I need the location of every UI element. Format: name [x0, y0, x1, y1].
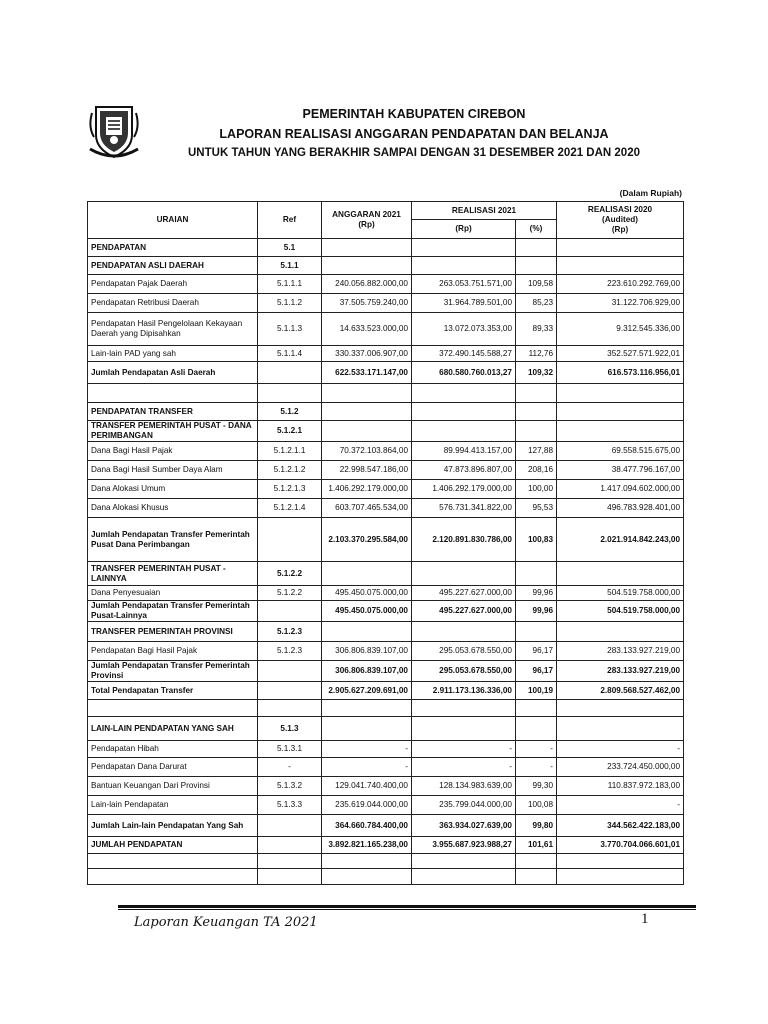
cell-anggaran	[322, 384, 412, 403]
cell-realisasi-pct	[516, 869, 557, 885]
cell-realisasi-pct	[516, 384, 557, 403]
cell-realisasi-2020: 223.610.292.769,00	[557, 275, 684, 294]
report-heading-title: LAPORAN REALISASI ANGGARAN PENDAPATAN DAN BELANJA	[219, 127, 609, 141]
cell-realisasi-2020: 1.417.094.602.000,00	[557, 480, 684, 499]
cell-realisasi-2021: 128.134.983.639,00	[412, 777, 516, 796]
cell-ref	[258, 700, 322, 717]
cell-realisasi-2021	[412, 854, 516, 869]
table-row	[88, 257, 684, 275]
cell-uraian: PENDAPATAN	[88, 239, 258, 257]
table-row	[88, 384, 684, 403]
cell-uraian	[88, 384, 258, 403]
cell-realisasi-pct: -	[516, 741, 557, 758]
table-row	[88, 682, 684, 700]
cell-uraian	[88, 869, 258, 885]
cell-realisasi-pct: 101,61	[516, 837, 557, 854]
cell-anggaran	[322, 854, 412, 869]
cell-realisasi-pct	[516, 700, 557, 717]
cell-ref: 5.1.2.2	[258, 562, 322, 586]
cell-realisasi-2021: 235.799.044.000,00	[412, 796, 516, 815]
column-header-realisasi-2020	[557, 202, 684, 239]
cell-realisasi-2020: 616.573.116.956,01	[557, 362, 684, 384]
table-row	[88, 362, 684, 384]
cell-anggaran	[322, 562, 412, 586]
cell-realisasi-pct: 96,17	[516, 642, 557, 661]
cell-anggaran: 306.806.839.107,00	[322, 642, 412, 661]
cell-realisasi-pct: 100,83	[516, 518, 557, 562]
cell-realisasi-2020	[557, 384, 684, 403]
cell-anggaran: 235.619.044.000,00	[322, 796, 412, 815]
cell-anggaran	[322, 869, 412, 885]
cell-anggaran	[322, 239, 412, 257]
cell-anggaran: 37.505.759.240,00	[322, 294, 412, 313]
cell-uraian: TRANSFER PEMERINTAH PUSAT - DANA PERIMBANGAN	[88, 421, 258, 442]
cell-realisasi-2021	[412, 700, 516, 717]
cell-realisasi-2020: -	[557, 741, 684, 758]
table-row	[88, 586, 684, 601]
cell-ref	[258, 384, 322, 403]
table-row	[88, 741, 684, 758]
cell-anggaran	[322, 717, 412, 741]
cell-anggaran: 364.660.784.400,00	[322, 815, 412, 837]
cell-uraian: Dana Alokasi Khusus	[88, 499, 258, 518]
cell-anggaran	[322, 700, 412, 717]
cell-uraian: Pendapatan Hibah	[88, 741, 258, 758]
page-number: 1	[641, 911, 649, 927]
cell-realisasi-pct	[516, 421, 557, 442]
table-row	[88, 275, 684, 294]
cell-anggaran: 129.041.740.400,00	[322, 777, 412, 796]
cell-uraian: Pendapatan Hasil Pengelolaan Kekayaan Daerah yang Dipisahkan	[88, 313, 258, 346]
cell-anggaran: 22.998.547.186,00	[322, 461, 412, 480]
footer-report-label: Laporan Keuangan TA 2021	[134, 915, 318, 930]
cell-realisasi-pct: 109,32	[516, 362, 557, 384]
cell-ref	[258, 837, 322, 854]
cell-uraian: Lain-lain Pendapatan	[88, 796, 258, 815]
cell-realisasi-2021: 372.490.145.588,27	[412, 346, 516, 362]
table-row	[88, 777, 684, 796]
cell-uraian: Pendapatan Bagi Hasil Pajak	[88, 642, 258, 661]
cell-ref: 5.1.3.2	[258, 777, 322, 796]
cell-realisasi-2020: 496.783.928.401,00	[557, 499, 684, 518]
cell-realisasi-2021: 680.580.760.013,27	[412, 362, 516, 384]
table-row	[88, 642, 684, 661]
cell-realisasi-2020: 2.021.914.842.243,00	[557, 518, 684, 562]
cell-realisasi-2021	[412, 622, 516, 642]
cell-anggaran: 622.533.171.147,00	[322, 362, 412, 384]
cell-realisasi-2020: 344.562.422.183,00	[557, 815, 684, 837]
cell-anggaran	[322, 257, 412, 275]
table-row	[88, 499, 684, 518]
cell-uraian: Jumlah Pendapatan Transfer Pemerintah Provinsi	[88, 661, 258, 682]
cell-realisasi-2020: 2.809.568.527.462,00	[557, 682, 684, 700]
cell-ref: 5.1.2.1	[258, 421, 322, 442]
cell-realisasi-2021: 363.934.027.639,00	[412, 815, 516, 837]
cell-realisasi-2021: 495.227.627.000,00	[412, 586, 516, 601]
cell-realisasi-pct: 96,17	[516, 661, 557, 682]
cell-ref	[258, 518, 322, 562]
cell-anggaran: -	[322, 741, 412, 758]
cell-anggaran	[322, 421, 412, 442]
cell-realisasi-pct: 89,33	[516, 313, 557, 346]
cell-realisasi-2020: 233.724.450.000,00	[557, 758, 684, 777]
cell-uraian: Pendapatan Retribusi Daerah	[88, 294, 258, 313]
cell-ref: 5.1.2.1.4	[258, 499, 322, 518]
cell-ref	[258, 601, 322, 622]
cell-realisasi-2021: 31.964.789.501,00	[412, 294, 516, 313]
cell-uraian: JUMLAH PENDAPATAN	[88, 837, 258, 854]
cell-realisasi-pct: 109,58	[516, 275, 557, 294]
column-header-realisasi-2021: REALISASI 2021	[412, 202, 557, 220]
cell-realisasi-2021: 2.120.891.830.786,00	[412, 518, 516, 562]
cell-ref: 5.1.2.1.1	[258, 442, 322, 461]
column-header-realisasi-rp: (Rp)	[412, 220, 516, 239]
cell-ref: 5.1.1	[258, 257, 322, 275]
cell-ref: 5.1.1.2	[258, 294, 322, 313]
table-row	[88, 294, 684, 313]
cell-realisasi-pct	[516, 239, 557, 257]
cell-anggaran: 330.337.006.907,00	[322, 346, 412, 362]
cell-uraian: PENDAPATAN ASLI DAERAH	[88, 257, 258, 275]
column-header-anggaran-unit: (Rp)	[358, 220, 375, 229]
cell-realisasi-pct	[516, 403, 557, 421]
cell-uraian	[88, 700, 258, 717]
budget-realization-table	[87, 201, 684, 885]
cell-realisasi-pct: 127,88	[516, 442, 557, 461]
table-body	[88, 239, 684, 885]
cell-realisasi-2020: 504.519.758.000,00	[557, 586, 684, 601]
cell-realisasi-2021	[412, 403, 516, 421]
cell-realisasi-2021: 495.227.627.000,00	[412, 601, 516, 622]
cell-realisasi-2020: 38.477.796.167,00	[557, 461, 684, 480]
cell-uraian: Pendapatan Dana Darurat	[88, 758, 258, 777]
report-heading-period: UNTUK TAHUN YANG BERAKHIR SAMPAI DENGAN 31 DESEMBER 2021 DAN 2020	[188, 147, 640, 159]
cell-realisasi-2021: 47.873.896.807,00	[412, 461, 516, 480]
cell-realisasi-2020: 283.133.927.219,00	[557, 661, 684, 682]
cell-realisasi-2020: 283.133.927.219,00	[557, 642, 684, 661]
cell-realisasi-pct	[516, 854, 557, 869]
table-row	[88, 346, 684, 362]
cell-ref: 5.1.2.3	[258, 642, 322, 661]
cell-realisasi-2020: 3.770.704.066.601,01	[557, 837, 684, 854]
cell-realisasi-2020	[557, 869, 684, 885]
table-row	[88, 562, 684, 586]
table-row	[88, 239, 684, 257]
table-row	[88, 854, 684, 869]
table-row	[88, 700, 684, 717]
cell-anggaran: 240.056.882.000,00	[322, 275, 412, 294]
cell-realisasi-pct: 99,80	[516, 815, 557, 837]
cell-realisasi-2020	[557, 257, 684, 275]
cell-realisasi-2020: 110.837.972.183,00	[557, 777, 684, 796]
cell-realisasi-2021	[412, 717, 516, 741]
cell-ref: 5.1.2.2	[258, 586, 322, 601]
cell-ref	[258, 854, 322, 869]
cell-realisasi-2020	[557, 854, 684, 869]
cell-ref: 5.1.1.3	[258, 313, 322, 346]
cell-anggaran: -	[322, 758, 412, 777]
table-row	[88, 796, 684, 815]
cell-anggaran	[322, 622, 412, 642]
table-row	[88, 421, 684, 442]
cell-realisasi-2020	[557, 700, 684, 717]
cell-anggaran	[322, 403, 412, 421]
cell-realisasi-pct	[516, 562, 557, 586]
cell-realisasi-2020: 69.558.515.675,00	[557, 442, 684, 461]
cell-realisasi-2021	[412, 421, 516, 442]
cell-realisasi-pct: -	[516, 758, 557, 777]
cell-uraian: TRANSFER PEMERINTAH PROVINSI	[88, 622, 258, 642]
cell-uraian: Dana Alokasi Umum	[88, 480, 258, 499]
cell-anggaran: 1.406.292.179.000,00	[322, 480, 412, 499]
cell-anggaran: 2.103.370.295.584,00	[322, 518, 412, 562]
cell-realisasi-2021: -	[412, 758, 516, 777]
cell-uraian: Jumlah Lain-lain Pendapatan Yang Sah	[88, 815, 258, 837]
cell-realisasi-2020: 31.122.706.929,00	[557, 294, 684, 313]
column-header-realisasi-pct: (%)	[516, 220, 557, 239]
cell-realisasi-2021	[412, 239, 516, 257]
column-header-ref: Ref	[258, 202, 322, 239]
column-header-realisasi-2020-audited: (Audited)	[602, 215, 638, 224]
table-row	[88, 869, 684, 885]
report-heading-government: PEMERINTAH KABUPATEN CIREBON	[302, 107, 526, 121]
cell-realisasi-2020	[557, 562, 684, 586]
cell-ref	[258, 815, 322, 837]
cell-realisasi-pct	[516, 257, 557, 275]
cell-realisasi-pct: 112,76	[516, 346, 557, 362]
table-row	[88, 837, 684, 854]
cell-realisasi-pct: 100,19	[516, 682, 557, 700]
cell-realisasi-2021: 3.955.687.923.988,27	[412, 837, 516, 854]
column-header-realisasi-2020-title: REALISASI 2020	[587, 205, 653, 214]
cell-anggaran: 603.707.465.534,00	[322, 499, 412, 518]
cell-uraian: Jumlah Pendapatan Transfer Pemerintah Pusat Dana Perimbangan	[88, 518, 258, 562]
cell-uraian: PENDAPATAN TRANSFER	[88, 403, 258, 421]
cell-ref: 5.1.2.1.2	[258, 461, 322, 480]
cell-uraian: Jumlah Pendapatan Asli Daerah	[88, 362, 258, 384]
cell-uraian: TRANSFER PEMERINTAH PUSAT - LAINNYA	[88, 562, 258, 586]
table-row	[88, 622, 684, 642]
table-row	[88, 403, 684, 421]
column-header-anggaran	[322, 202, 412, 239]
cell-realisasi-2021: 295.053.678.550,00	[412, 661, 516, 682]
table-row	[88, 601, 684, 622]
cell-realisasi-pct: 100,00	[516, 480, 557, 499]
cell-realisasi-2020: 352.527.571.922,01	[557, 346, 684, 362]
cell-uraian: Dana Penyesuaian	[88, 586, 258, 601]
cell-realisasi-2020: 9.312.545.336,00	[557, 313, 684, 346]
cell-realisasi-2021: 576.731.341.822,00	[412, 499, 516, 518]
table-row	[88, 480, 684, 499]
cell-realisasi-pct: 85,23	[516, 294, 557, 313]
cell-realisasi-2020	[557, 717, 684, 741]
table-row	[88, 313, 684, 346]
column-header-uraian: URAIAN	[88, 202, 258, 239]
cell-ref: 5.1.2.3	[258, 622, 322, 642]
cell-realisasi-2020: 504.519.758.000,00	[557, 601, 684, 622]
cell-ref: 5.1.3.3	[258, 796, 322, 815]
cell-anggaran: 70.372.103.864,00	[322, 442, 412, 461]
cell-realisasi-2021: 295.053.678.550,00	[412, 642, 516, 661]
cell-uraian: LAIN-LAIN PENDAPATAN YANG SAH	[88, 717, 258, 741]
table-row	[88, 461, 684, 480]
table-row	[88, 758, 684, 777]
cell-realisasi-2020	[557, 239, 684, 257]
cell-realisasi-2021: 1.406.292.179.000,00	[412, 480, 516, 499]
table-row	[88, 815, 684, 837]
cell-anggaran: 14.633.523.000,00	[322, 313, 412, 346]
cell-realisasi-pct: 100,08	[516, 796, 557, 815]
cell-ref: 5.1.3	[258, 717, 322, 741]
cell-uraian	[88, 854, 258, 869]
cell-realisasi-2021: -	[412, 741, 516, 758]
cell-realisasi-pct: 208,16	[516, 461, 557, 480]
cell-ref	[258, 362, 322, 384]
cell-anggaran: 495.450.075.000,00	[322, 601, 412, 622]
cell-uraian: Bantuan Keuangan Dari Provinsi	[88, 777, 258, 796]
cell-realisasi-2020	[557, 421, 684, 442]
column-header-anggaran-title: ANGGARAN 2021	[332, 210, 401, 219]
cell-realisasi-pct: 95,53	[516, 499, 557, 518]
cell-ref	[258, 869, 322, 885]
cell-uraian: Jumlah Pendapatan Transfer Pemerintah Pusat-Lainnya	[88, 601, 258, 622]
cell-anggaran: 2.905.627.209.691,00	[322, 682, 412, 700]
cell-realisasi-2020	[557, 622, 684, 642]
cell-realisasi-2021	[412, 384, 516, 403]
column-header-realisasi-2020-unit: (Rp)	[611, 225, 629, 234]
cell-realisasi-pct	[516, 717, 557, 741]
table-row	[88, 518, 684, 562]
cell-realisasi-2021: 89.994.413.157,00	[412, 442, 516, 461]
cell-uraian: Pendapatan Pajak Daerah	[88, 275, 258, 294]
cell-realisasi-pct	[516, 622, 557, 642]
cell-ref: 5.1.2	[258, 403, 322, 421]
cell-realisasi-pct: 99,30	[516, 777, 557, 796]
cell-realisasi-pct: 99,96	[516, 586, 557, 601]
currency-unit-note: (Dalam Rupiah)	[619, 188, 682, 198]
cell-uraian: Dana Bagi Hasil Pajak	[88, 442, 258, 461]
cell-realisasi-pct: 99,96	[516, 601, 557, 622]
cell-ref: 5.1.1.4	[258, 346, 322, 362]
cell-ref	[258, 682, 322, 700]
cell-uraian: Total Pendapatan Transfer	[88, 682, 258, 700]
cell-realisasi-2021: 13.072.073.353,00	[412, 313, 516, 346]
cell-realisasi-2020: -	[557, 796, 684, 815]
cell-ref: 5.1	[258, 239, 322, 257]
cell-realisasi-2021: 263.053.751.571,00	[412, 275, 516, 294]
cell-realisasi-2021	[412, 562, 516, 586]
table-row	[88, 442, 684, 461]
cell-ref: 5.1.3.1	[258, 741, 322, 758]
cell-uraian: Dana Bagi Hasil Sumber Daya Alam	[88, 461, 258, 480]
cell-ref: 5.1.2.1.3	[258, 480, 322, 499]
cell-ref	[258, 661, 322, 682]
footer-divider-thin	[118, 909, 696, 910]
cell-ref: -	[258, 758, 322, 777]
cell-anggaran: 495.450.075.000,00	[322, 586, 412, 601]
table-row	[88, 661, 684, 682]
cell-uraian: Lain-lain PAD yang sah	[88, 346, 258, 362]
cell-ref: 5.1.1.1	[258, 275, 322, 294]
footer-divider-thick	[118, 905, 696, 908]
cell-realisasi-2020	[557, 403, 684, 421]
cell-anggaran: 3.892.821.165.238,00	[322, 837, 412, 854]
cell-realisasi-2021	[412, 257, 516, 275]
cell-realisasi-2021: 2.911.173.136.336,00	[412, 682, 516, 700]
cell-realisasi-2021	[412, 869, 516, 885]
cell-anggaran: 306.806.839.107,00	[322, 661, 412, 682]
table-row	[88, 717, 684, 741]
